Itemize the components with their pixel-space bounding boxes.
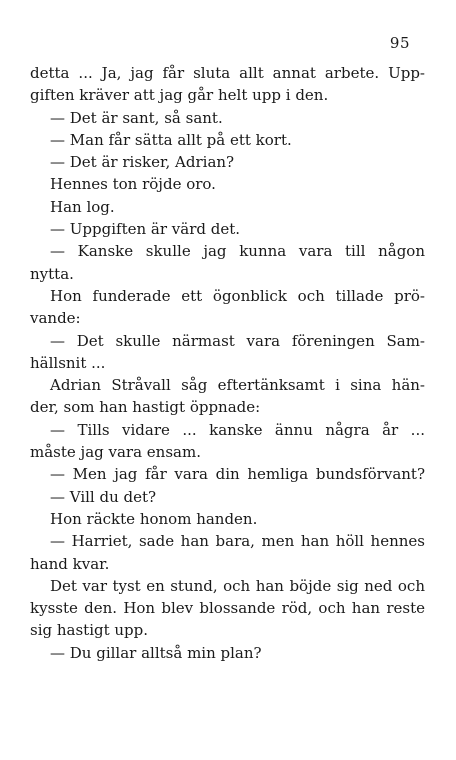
text-line: sig hastigt upp. bbox=[30, 621, 149, 640]
text-line: — Det är risker, Adrian? bbox=[50, 153, 235, 172]
text-line: der, som han hastigt öppnade: bbox=[30, 398, 261, 417]
text-line: — Harriet, sade han bara, men han höll hennes bbox=[50, 532, 425, 551]
text-line: — Det är sant, så sant. bbox=[50, 108, 223, 127]
text-line: — Det skulle närmast vara föreningen Sam- bbox=[50, 331, 425, 350]
text-line: — Vill du det? bbox=[50, 487, 157, 506]
text-line: — Men jag får vara din hemliga bundsförvant? bbox=[50, 465, 425, 484]
text-line: — Uppgiften är värd det. bbox=[50, 220, 241, 239]
text-line: Hennes ton röjde oro. bbox=[50, 175, 216, 194]
text-line: hand kvar. bbox=[30, 554, 110, 573]
text-line: kysste den. Hon blev blossande röd, och han reste bbox=[30, 599, 425, 618]
text-line: Det var tyst en stund, och han böjde sig ned och bbox=[50, 576, 425, 595]
text-line: måste jag vara ensam. bbox=[30, 443, 201, 462]
body-text bbox=[30, 62, 425, 664]
text-line: — Kanske skulle jag kunna vara till någon bbox=[50, 242, 425, 261]
text-line: Adrian Stråvall såg eftertänksamt i sina hän- bbox=[50, 376, 425, 395]
text-line: — Du gillar alltså min plan? bbox=[50, 643, 262, 662]
text-line: giften kräver att jag går helt upp i den. bbox=[30, 86, 329, 105]
text-line: — Tills vidare ... kanske ännu några år ... bbox=[50, 420, 425, 439]
text-line: detta ... Ja, jag får sluta allt annat arbete. Upp- bbox=[30, 64, 425, 82]
text-line: — Man får sätta allt på ett kort. bbox=[50, 130, 292, 149]
text-line: Hon räckte honom handen. bbox=[50, 509, 258, 528]
page-number: 95 bbox=[389, 34, 410, 52]
text-line: vande: bbox=[30, 309, 81, 328]
text-line: nytta. bbox=[30, 264, 74, 283]
text-line: hällsnit ... bbox=[30, 353, 106, 372]
text-line: Hon funderade ett ögonblick och tillade prö- bbox=[50, 286, 425, 305]
text-line: Han log. bbox=[50, 197, 115, 216]
